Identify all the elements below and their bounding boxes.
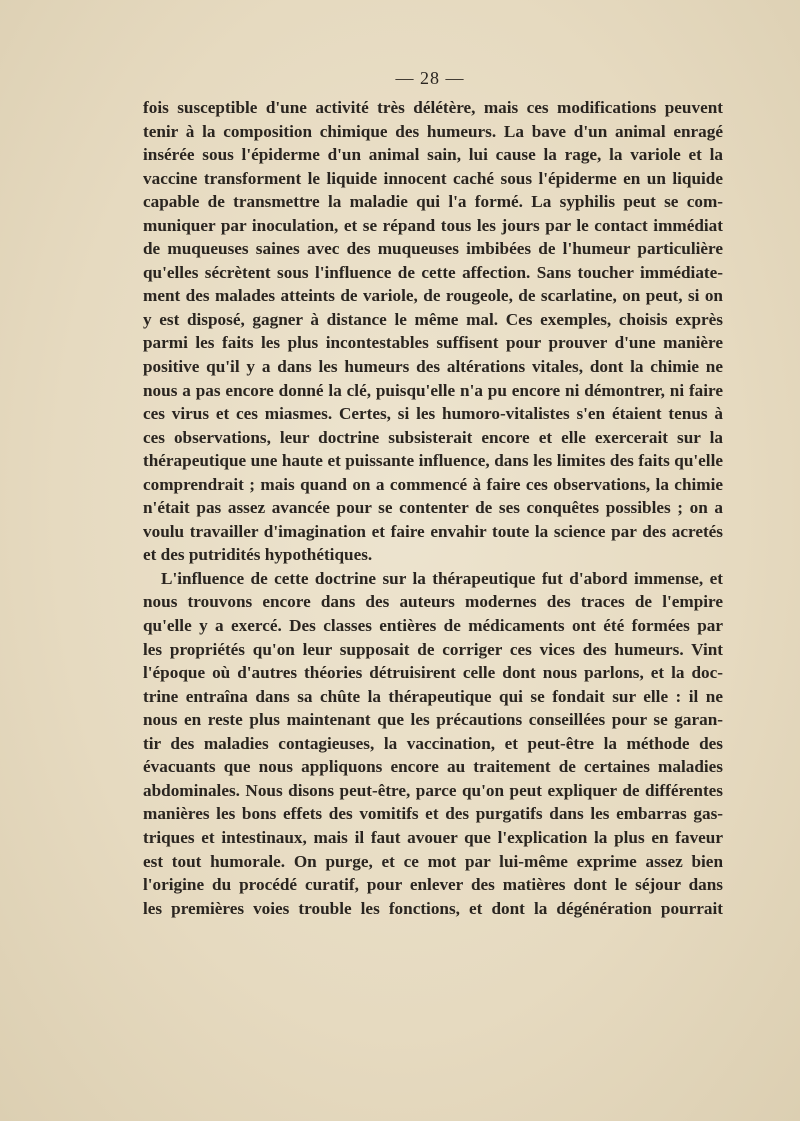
text-line: y est disposé, gagner à distance le même mal. Ces exemples, choisis exprès (143, 309, 723, 329)
text-line: triques et intestinaux, mais il faut avouer que l'explication la plus en faveur (143, 827, 723, 847)
text-line: ces observations, leur doctrine subsisterait encore et elle exercerait sur la (143, 427, 723, 447)
text-line: l'époque où d'autres théories détruisirent celle dont nous parlons, et la doc- (143, 663, 723, 683)
text-line: nous a pas encore donné la clé, puisqu'elle n'a pu encore ni démontrer, ni faire (143, 380, 723, 400)
text-line: comprendrait ; mais quand on a commencé à faire ces observations, la chimie (143, 474, 723, 494)
text-line: tir des maladies contagieuses, la vaccination, et peut-être la méthode des (143, 733, 723, 753)
text-line: qu'elle y a exercé. Des classes entières de médicaments ont été formées par (143, 616, 723, 636)
text-line: est tout humorale. On purge, et ce mot par lui-même exprime assez bien (143, 851, 723, 871)
text-line: muniquer par inoculation, et se répand tous les jours par le contact immédiat (143, 215, 723, 235)
text-line: ces virus et ces miasmes. Certes, si les humoro-vitalistes s'en étaient tenus à (143, 404, 723, 424)
text-line: qu'elles sécrètent sous l'influence de cette affection. Sans toucher immédiate- (143, 262, 723, 282)
text-line: parmi les faits les plus incontestables suffisent pour prouver d'une manière (143, 333, 723, 353)
text-line: capable de transmettre la maladie qui l'a formé. La syphilis peut se com- (143, 192, 723, 212)
text-line: trine entraîna dans sa chûte la thérapeutique qui se fondait sur elle : il ne (143, 686, 723, 706)
text-line: thérapeutique une haute et puissante influence, dans les limites des faits qu'elle (143, 451, 723, 471)
text-line: nous en reste plus maintenant que les précautions conseillées pour se garan- (143, 710, 723, 730)
text-line: ment des malades atteints de variole, de rougeole, de scarlatine, on peut, si on (143, 286, 723, 306)
text-line: manières les bons effets des vomitifs et des purgatifs dans les embarras gas- (143, 804, 723, 824)
text-line: L'influence de cette doctrine sur la thérapeutique fut d'abord immense, et (161, 568, 723, 588)
text-line: de muqueuses saines avec des muqueuses imbibées de l'humeur particulière (143, 239, 723, 259)
text-line: positive qu'il y a dans les humeurs des altérations vitales, dont la chimie ne (143, 357, 723, 377)
body-text (143, 96, 723, 920)
page-number: — 28 — (395, 68, 465, 88)
text-line: les premières voies trouble les fonctions, et dont la dégénération pourrait (143, 898, 723, 918)
text-line: fois susceptible d'une activité très délétère, mais ces modifications peuvent (143, 98, 723, 117)
text-line: et des putridités hypothétiques. (143, 545, 373, 565)
text-line: évacuants que nous appliquons encore au traitement de certaines maladies (143, 757, 723, 777)
text-line: abdominales. Nous disons peut-être, parce qu'on peut expliquer de différentes (143, 780, 723, 800)
text-line: vaccine transforment le liquide innocent caché sous l'épiderme en un liquide (143, 168, 723, 188)
text-line: les propriétés qu'on leur supposait de corriger ces vices des humeurs. Vint (143, 639, 723, 659)
text-line: n'était pas assez avancée pour se contenter de ses conquêtes possibles ; on a (143, 498, 723, 518)
text-line: voulu travailler d'imagination et faire envahir toute la science par des acretés (143, 521, 723, 541)
text-line: nous trouvons encore dans des auteurs modernes des traces de l'empire (143, 592, 723, 612)
text-line: insérée sous l'épiderme d'un animal sain, lui cause la rage, la variole et la (143, 145, 723, 165)
text-line: tenir à la composition chimique des humeurs. La bave d'un animal enragé (143, 121, 723, 141)
text-line: l'origine du procédé curatif, pour enlever des matières dont le séjour dans (143, 875, 723, 895)
